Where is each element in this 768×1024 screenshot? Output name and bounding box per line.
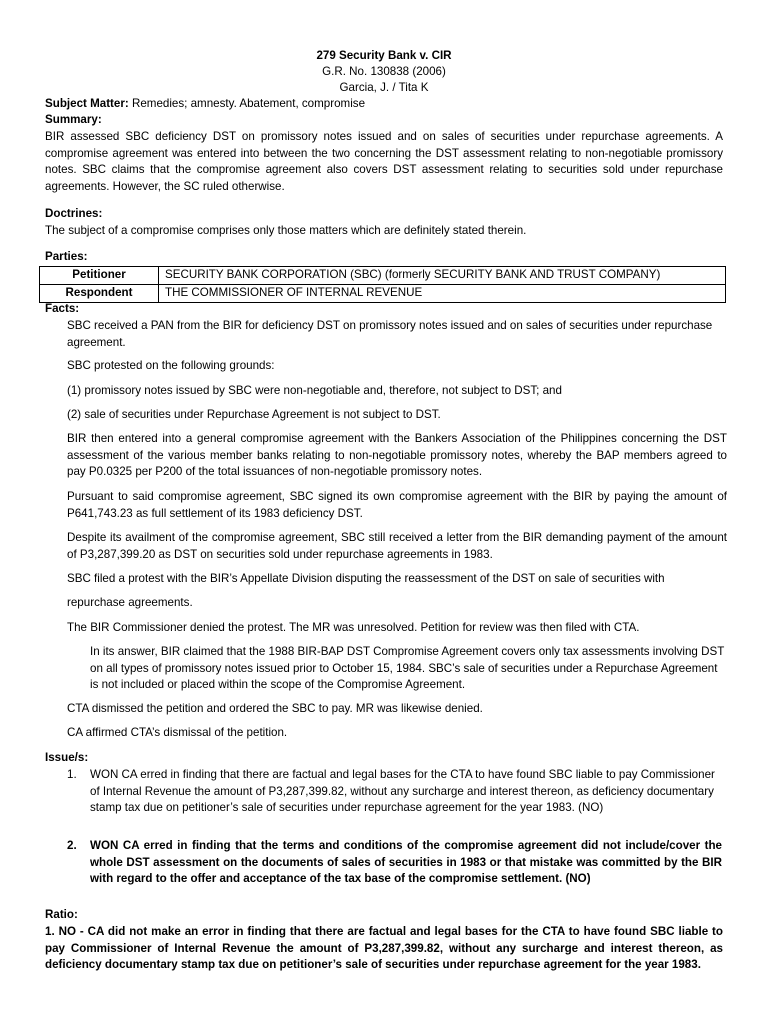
- fact-paragraph: CA affirmed CTA’s dismissal of the petition.: [67, 726, 288, 739]
- doctrines-text: The subject of a compromise comprises only those matters which are definitely stated therein.: [45, 224, 527, 237]
- ratio-text: 1. NO - CA did not make an error in finding that there are factual and legal bases for the CTA to have found SBC liable to pay Commissioner of Internal Revenue the amount of P3,287,399.82, without any surcharge and interest thereon, as deficiency documentary stamp tax due on petitioner’s sale of securities under repurchase agreement for the year 1983.: [45, 925, 723, 971]
- party-name: THE COMMISSIONER OF INTERNAL REVENUE: [159, 285, 726, 303]
- fact-paragraph: (2) sale of securities under Repurchase Agreement is not subject to DST.: [67, 408, 441, 421]
- fact-paragraph: The BIR Commissioner denied the protest. The MR was unresolved. Petition for review was then filed with CTA.: [67, 621, 640, 634]
- fact-paragraph: (1) promissory notes issued by SBC were non-negotiable and, therefore, not subject to DST; and: [67, 384, 562, 397]
- subject-matter: [45, 96, 723, 113]
- issues-heading: Issue/s:: [45, 751, 89, 764]
- fact-paragraph: SBC received a PAN from the BIR for deficiency DST on promissory notes issued and on sales of securities under repurchase agreement.: [67, 319, 713, 349]
- subject-matter-text: Remedies; amnesty. Abatement, compromise: [128, 97, 366, 110]
- parties-heading: Parties:: [45, 250, 88, 263]
- table-row: [40, 285, 726, 303]
- fact-paragraph: CTA dismissed the petition and ordered the SBC to pay. MR was likewise denied.: [67, 702, 483, 715]
- fact-paragraph: BIR then entered into a general compromise agreement with the Bankers Association of the Philippines concerning the DST assessment of the various member banks relating to non-negotiable promissory notes, whereby the BAP members agreed to pay P0.0325 per P200 of the total issuances of non-negotiable promissory notes.: [67, 432, 727, 478]
- issue-number: 1.: [67, 768, 77, 781]
- subject-matter-label: Subject Matter:: [45, 97, 129, 110]
- fact-paragraph: Despite its availment of the compromise agreement, SBC still received a letter from the BIR demanding payment of the amount of P3,287,399.20 as DST on securities sold under repurchase agreements in 1983.: [67, 531, 727, 561]
- summary-text: BIR assessed SBC deficiency DST on promissory notes issued and on sales of securities under repurchase agreements. A compromise agreement was entered into between the two concerning the DST assessment relating to non-negotiable promissory notes. SBC claims that the compromise agreement also covers DST assessment relating to securities sold under repurchase agreements. However, the SC ruled otherwise.: [45, 130, 723, 193]
- fact-paragraph: SBC filed a protest with the BIR’s Appellate Division disputing the reassessment of the DST on sale of securities with: [67, 572, 665, 585]
- party-role: Respondent: [40, 285, 159, 303]
- case-title: 279 Security Bank v. CIR: [316, 49, 452, 62]
- fact-paragraph-indented: In its answer, BIR claimed that the 1988 BIR-BAP DST Compromise Agreement covers only tax assessments involving DST on all types of promissory notes issued prior to October 15, 1984. SBC’s sale of securities under a Repurchase Agreement is not included or placed within the scope of the Compromise Agreement.: [90, 645, 725, 691]
- table-row: [40, 267, 726, 285]
- fact-paragraph: Pursuant to said compromise agreement, SBC signed its own compromise agreement with the BIR by paying the amount of P641,743.23 as full settlement of its 1983 deficiency DST.: [67, 490, 727, 520]
- doctrines-heading: Doctrines:: [45, 207, 103, 220]
- fact-paragraph: repurchase agreements.: [67, 596, 193, 609]
- case-gr-number: G.R. No. 130838 (2006): [322, 65, 446, 78]
- facts-heading: Facts:: [45, 302, 80, 315]
- fact-paragraph: SBC protested on the following grounds:: [67, 359, 275, 372]
- issue-text: WON CA erred in finding that the terms and conditions of the compromise agreement did not include/cover the whole DST assessment on the documents of sales of securities in 1983 or that mistake was committed by the BIR with regard to the offer and acceptance of the tax base of the compromise settlement. (NO): [90, 839, 722, 885]
- party-name: SECURITY BANK CORPORATION (SBC) (formerly SECURITY BANK AND TRUST COMPANY): [159, 267, 726, 285]
- parties-table: [39, 266, 726, 303]
- case-authors: Garcia, J. / Tita K: [339, 81, 429, 94]
- issue-text: WON CA erred in finding that there are factual and legal bases for the CTA to have found SBC liable to pay Commissioner of Internal Revenue the amount of P3,287,399.82, without any surcharge and interest thereon, as deficiency documentary stamp tax due on petitioner’s sale of securities under repurchase agreement for the year 1983. (NO): [90, 768, 715, 814]
- ratio-heading: Ratio:: [45, 908, 78, 921]
- party-role: Petitioner: [40, 267, 159, 285]
- summary-heading: Summary:: [45, 113, 102, 126]
- issue-number: 2.: [67, 839, 77, 852]
